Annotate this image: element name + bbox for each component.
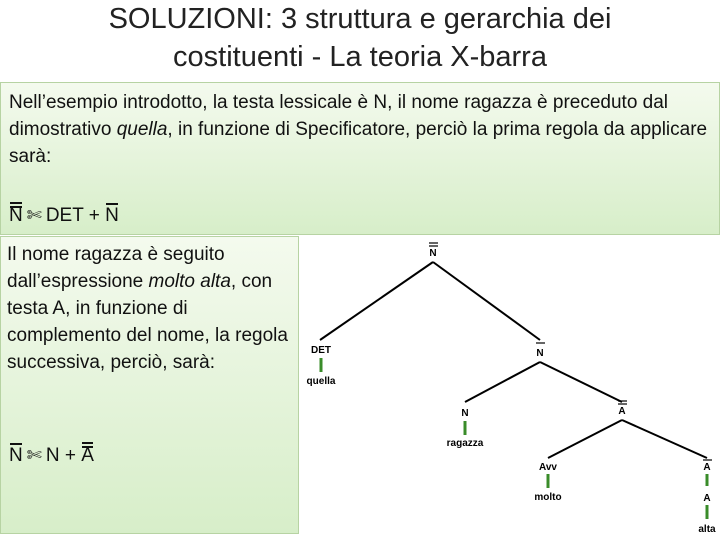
node-nbar: N bbox=[536, 348, 544, 359]
rule-1-left: N bbox=[9, 205, 23, 226]
node-root: N bbox=[429, 248, 437, 259]
rule-1 bbox=[9, 205, 119, 227]
branch-abarbar-avv bbox=[548, 420, 622, 458]
rule-1-right-b: N bbox=[105, 205, 119, 226]
leaf-alta: alta bbox=[698, 524, 716, 535]
paragraph-1-text-b: , in funzione di Specificatore, perciò la prima regola da applicare sarà: bbox=[9, 119, 708, 167]
rule-2-right-b: A bbox=[81, 445, 94, 466]
branch-abarbar-abar bbox=[622, 420, 707, 458]
tree-labels bbox=[307, 248, 717, 535]
node-abar: A bbox=[703, 462, 711, 473]
rule-2-left: N bbox=[9, 445, 23, 466]
syntax-tree bbox=[300, 236, 720, 540]
tree-overlines bbox=[429, 243, 712, 460]
node-n: N bbox=[461, 408, 469, 419]
rule-2 bbox=[9, 445, 94, 467]
node-det: DET bbox=[311, 345, 331, 356]
slide-title bbox=[0, 0, 720, 76]
tree-stems bbox=[321, 358, 707, 519]
scissors-arrow-icon: ✄ bbox=[26, 445, 42, 465]
node-avv: Avv bbox=[539, 462, 557, 473]
title-line-2: costituenti - La teoria X-barra bbox=[173, 41, 547, 73]
paragraph-1-italic: quella bbox=[116, 119, 168, 140]
leaf-molto: molto bbox=[534, 492, 562, 503]
paragraph-2 bbox=[7, 241, 295, 376]
explanation-box-2 bbox=[0, 236, 299, 534]
paragraph-1 bbox=[9, 89, 715, 170]
paragraph-2-text-b: , con testa A, in funzione di complemento del nome, la regola successiva, perciò, sarà: bbox=[7, 271, 288, 373]
branch-root-nbar bbox=[433, 262, 540, 340]
leaf-quella: quella bbox=[306, 376, 336, 387]
paragraph-2-text-a: Il nome ragazza è seguito dall’espressione bbox=[7, 244, 225, 292]
tree-branches bbox=[320, 262, 707, 458]
branch-root-det bbox=[320, 262, 433, 340]
node-abarbar: A bbox=[618, 406, 626, 417]
rule-2-right-a: N + bbox=[45, 445, 82, 466]
explanation-box-1 bbox=[0, 82, 720, 235]
scissors-arrow-icon: ✄ bbox=[26, 205, 42, 225]
title-line-1: SOLUZIONI: 3 struttura e gerarchia dei bbox=[108, 3, 612, 35]
paragraph-1-text-a: Nell’esempio introdotto, la testa lessicale è N, il nome ragazza è preceduto dal dimostrativo bbox=[9, 92, 669, 140]
branch-nbar-n bbox=[465, 362, 540, 402]
branch-nbar-abarbar bbox=[540, 362, 622, 402]
rule-1-right-a: DET + bbox=[45, 205, 106, 226]
leaf-ragazza: ragazza bbox=[446, 438, 484, 449]
paragraph-2-italic: molto alta bbox=[148, 271, 231, 292]
node-a: A bbox=[703, 493, 711, 504]
